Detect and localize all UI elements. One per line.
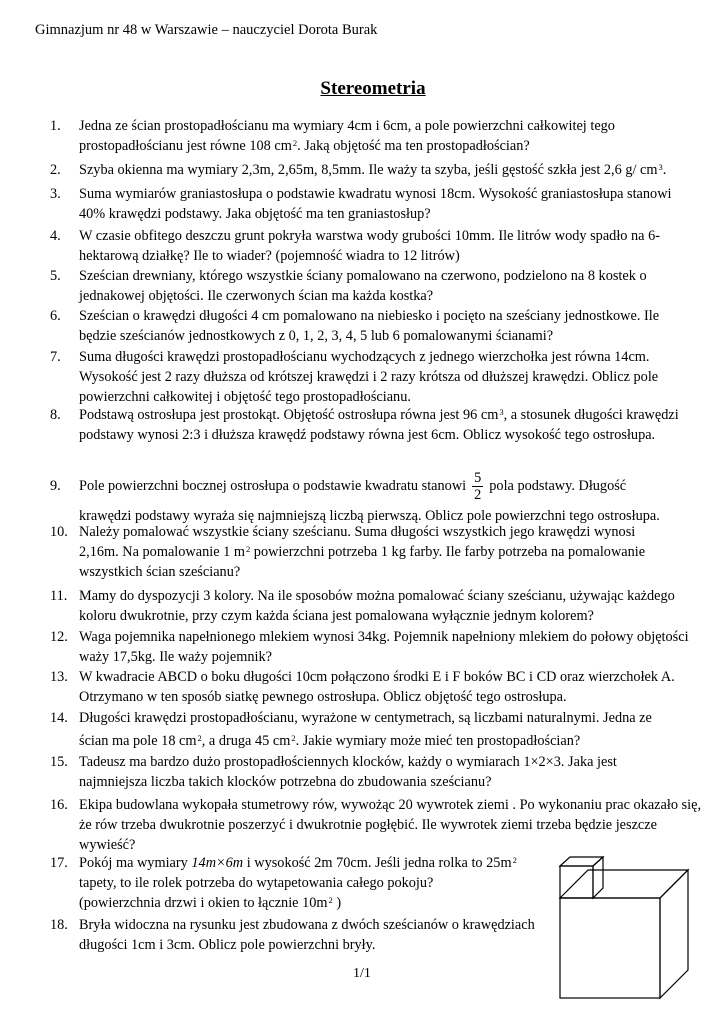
problem-text: . bbox=[662, 162, 667, 178]
problem-text: powierzchni potrzeba 1 kg farby. Ile farby potrzeba na pomalowanie bbox=[250, 544, 646, 560]
problem-text: Pokój ma wymiary bbox=[79, 855, 192, 871]
problem-text: . Jaką objętość ma ten prostopadłościan? bbox=[297, 138, 530, 154]
problem-text: tapety, to ile rolek potrzeba do wytapetowania całego pokoju? bbox=[79, 875, 434, 891]
problem-text: Mamy do dyspozycji 3 kolory. Na ile sposobów można pomalować ściany sześcianu, używając każdego koloru dwukrotnie, przy czym każda ściana jest pomalowana wyłącznie jednym kolorem? bbox=[79, 588, 675, 624]
problem-number: 12. bbox=[50, 629, 68, 645]
problem-text: Suma wymiarów graniastosłupa o podstawie kwadratu wynosi 18cm. Wysokość graniastosłupa stanowi 40% krawędzi podstawy. Jaka objętość ma ten graniastosłup? bbox=[79, 186, 672, 222]
problem-text: , a stosunek długości krawędzi podstawy wynosi 2:3 i dłuższa krawędź podstawy równa jest 6cm. Oblicz wysokość tego ostrosłupa. bbox=[79, 407, 679, 443]
problem-text: ścian ma pole 18 cm bbox=[79, 733, 197, 749]
problem-text: Sześcian o krawędzi długości 4 cm pomalowano na niebiesko i pocięto na sześciany jednostkowe. Ile będzie sześcianów jednostkowych z 0, 1, 2, 3, 4, 5 lub 6 pomalowanymi ścianami? bbox=[79, 308, 660, 344]
problem-text: W czasie obfitego deszczu grunt pokryła warstwa wody grubości 10mm. Ile litrów wody spadło na 6-hektarową działkę? Ile to wiader? (pojemność wiadra to 12 litrów) bbox=[79, 228, 660, 264]
problem-text: . Jakie wymiary może mieć ten prostopadłościan? bbox=[295, 733, 581, 749]
problem-text: Jedna ze ścian prostopadłościanu ma wymiary 4cm i 6cm, a pole powierzchni całkowitej tego bbox=[79, 118, 615, 134]
problem-text: Tadeusz ma bardzo dużo prostopadłościennych klocków, każdy o wymiarach bbox=[79, 754, 524, 770]
problem-number: 17. bbox=[50, 855, 68, 871]
problem-number: 8. bbox=[50, 407, 61, 423]
problem-text: prostopadłościanu jest równe 108 cm bbox=[79, 138, 292, 154]
problem-text: Należy pomalować wszystkie ściany sześcianu. Suma długości wszystkich jego krawędzi wynosi bbox=[79, 524, 636, 540]
problem-text: 2,16m. Na pomalowanie 1 m bbox=[79, 544, 245, 560]
problem-number: 4. bbox=[50, 228, 61, 244]
problem-number: 13. bbox=[50, 669, 68, 685]
problem-text: Suma długości krawędzi prostopadłościanu wychodzących z jednego wierzchołka jest równa 14cm. Wysokość jest 2 razy dłuższa od krótszej krawędzi i 2 razy krótsza od dłuższej krawędzi. Oblicz pole powierzchni całkowitej i objętość tego prostopadłościanu. bbox=[79, 349, 659, 405]
page-header: Gimnazjum nr 48 w Warszawie – nauczyciel Dorota Burak bbox=[35, 22, 378, 38]
large-cube-top-face bbox=[560, 870, 688, 898]
superscript: 3 bbox=[658, 162, 663, 172]
superscript: 2 bbox=[291, 733, 296, 743]
problem-text: Ekipa budowlana wykopała stumetrowy rów, wywożąc 20 wywrotek ziemi . Po wykonaniu prac okazało się, że rów trzeba dwukrotnie poszerzyć i dwukrotnie pogłębić. Ile wywrotek ziemi trzeba będzie jeszcze wywieść? bbox=[79, 797, 702, 853]
problem-text: Podstawą ostrosłupa jest prostokąt. Objętość ostrosłupa równa jest 96 cm bbox=[79, 407, 499, 423]
fraction-denominator: 2 bbox=[474, 487, 482, 504]
page-title: Stereometria bbox=[320, 78, 426, 99]
problem-text: Długości krawędzi prostopadłościanu, wyrażone w centymetrach, są liczbami naturalnymi. Jedna ze bbox=[79, 710, 652, 726]
superscript: 2 bbox=[512, 855, 517, 865]
problem-number: 7. bbox=[50, 349, 61, 365]
problem-number: 1. bbox=[50, 118, 61, 134]
problem-number: 11. bbox=[50, 588, 68, 604]
problem-text: (powierzchnia drzwi i okien to łącznie 10m bbox=[79, 895, 328, 911]
superscript: 3 bbox=[499, 407, 504, 417]
problem-number: 10. bbox=[50, 524, 68, 540]
problem-number: 16. bbox=[50, 797, 68, 813]
problem-number: 9. bbox=[50, 478, 61, 494]
superscript: 2 bbox=[245, 544, 251, 554]
problem-text: Szyba okienna ma wymiary 2,3m, 2,65m, 8,5mm. Ile waży ta szyba, jeśli gęstość szkła jest 2,6 g/ cm bbox=[79, 162, 658, 178]
problem-text: Sześcian drewniany, którego wszystkie ściany pomalowano na czerwono, podzielono na 8 kostek o jednakowej objętości. Ile czerwonych ścian ma każda kostka? bbox=[79, 268, 647, 304]
problem-text: , a druga 45 cm bbox=[201, 733, 291, 749]
problem-number: 5. bbox=[50, 268, 61, 284]
problem-number: 15. bbox=[50, 754, 68, 770]
math-expression: 1×2×3 bbox=[523, 754, 561, 770]
problem-text: Waga pojemnika napełnionego mlekiem wynosi 34kg. Pojemnik napełniony mlekiem do połowy objętości waży 17,5kg. Ile waży pojemnik? bbox=[79, 629, 689, 665]
large-cube-front-face bbox=[560, 898, 660, 998]
small-cube-top-face bbox=[560, 857, 603, 866]
problem-text: pola podstawy. Długość bbox=[489, 478, 627, 494]
fraction bbox=[472, 470, 483, 503]
problem-text: i wysokość 2m 70cm. Jeśli jedna rolka to 25m bbox=[243, 855, 512, 871]
problem-text: wszystkich ścian sześcianu? bbox=[79, 564, 241, 580]
problem-number: 3. bbox=[50, 186, 61, 202]
problem-text: ) bbox=[332, 895, 342, 911]
superscript: 2 bbox=[292, 138, 298, 148]
math-expression: 14m×6m bbox=[191, 855, 244, 871]
problem-text: . Jaka jest bbox=[560, 754, 617, 770]
small-cube-right-face bbox=[593, 857, 603, 898]
problem-text: krawędzi podstawy wyraża się najmniejszą liczbą pierwszą. Oblicz pole powierzchni tego ostrosłupa. bbox=[79, 508, 660, 524]
problem-number: 2. bbox=[50, 162, 61, 178]
problem-text: najmniejsza liczba takich klocków potrzebna do zbudowania sześcianu? bbox=[79, 774, 492, 790]
problem-number: 18. bbox=[50, 917, 68, 933]
superscript: 2 bbox=[197, 733, 202, 743]
superscript: 2 bbox=[328, 895, 333, 905]
page-number: 1/1 bbox=[353, 966, 371, 981]
problem-text: W kwadracie ABCD o boku długości 10cm połączono środki E i F boków BC i CD oraz wierzchołek A. Otrzymano w ten sposób siatkę pewnego ostrosłupa. Oblicz objętość tego ostrosłupa. bbox=[79, 669, 675, 705]
problem-number: 6. bbox=[50, 308, 61, 324]
problem-number: 14. bbox=[50, 710, 68, 726]
problem-text: Pole powierzchni bocznej ostrosłupa o podstawie kwadratu stanowi bbox=[79, 478, 467, 494]
problem-text: Bryła widoczna na rysunku jest zbudowana z dwóch sześcianów o krawędziach długości 1cm i 3cm. Oblicz pole powierzchni bryły. bbox=[79, 917, 535, 953]
fraction-numerator: 5 bbox=[474, 470, 482, 487]
